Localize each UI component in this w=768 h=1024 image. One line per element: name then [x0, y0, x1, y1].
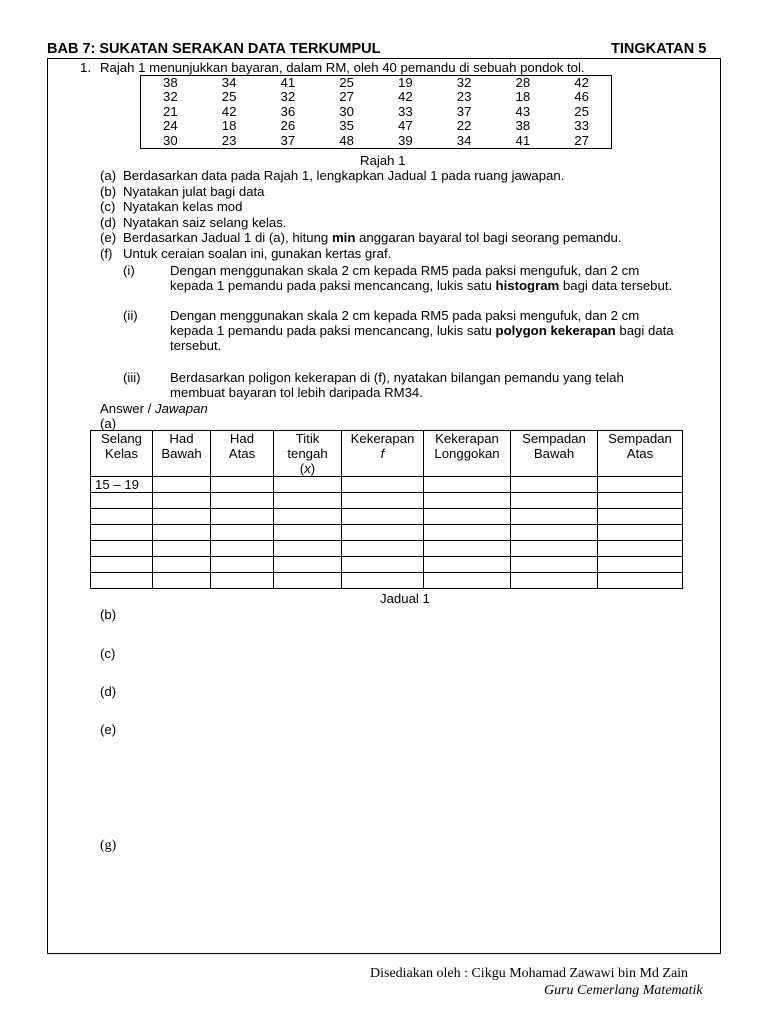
data-cell: 33: [398, 103, 413, 119]
column-header: Titik tengah (x): [274, 431, 342, 477]
question-number: 1.: [80, 60, 91, 75]
answer-label-c: (c): [100, 646, 116, 661]
answer-cell[interactable]: [342, 557, 424, 573]
answer-cell[interactable]: [153, 509, 211, 525]
table-row: [91, 477, 683, 493]
data-cell: 34: [456, 132, 472, 148]
answer-cell[interactable]: [211, 525, 274, 541]
table-row: [91, 493, 683, 509]
data-cell: 33: [574, 118, 589, 134]
data-cell: 47: [398, 118, 413, 134]
answer-cell[interactable]: [511, 525, 598, 541]
data-row: [141, 105, 611, 119]
answer-cell[interactable]: [598, 509, 683, 525]
data-cell: 42: [574, 75, 589, 90]
data-cell: 27: [339, 89, 354, 105]
part-label: (d): [100, 215, 117, 230]
data-cell: 32: [163, 89, 178, 105]
data-cell: 34: [221, 75, 237, 90]
answer-cell[interactable]: [91, 573, 153, 589]
data-row: [141, 134, 611, 148]
subpart-label: (iii): [123, 370, 141, 385]
figure-caption: Rajah 1: [360, 153, 406, 168]
answer-cell[interactable]: [424, 477, 511, 493]
answer-cell[interactable]: [598, 493, 683, 509]
data-row: [141, 76, 611, 90]
table-row: [91, 541, 683, 557]
footer-role: Guru Cemerlang Matematik: [544, 983, 703, 998]
answer-cell[interactable]: [274, 509, 342, 525]
data-cell: 27: [574, 132, 589, 148]
table-row: [91, 509, 683, 525]
answer-cell[interactable]: [211, 557, 274, 573]
column-header: Kekerapan f: [342, 431, 424, 477]
answer-cell[interactable]: [274, 573, 342, 589]
data-cell: 41: [280, 75, 296, 90]
answer-cell[interactable]: [91, 493, 153, 509]
data-cell: 37: [456, 103, 472, 119]
answer-cell[interactable]: [424, 573, 511, 589]
answer-cell[interactable]: [598, 573, 683, 589]
answer-cell[interactable]: [91, 541, 153, 557]
answer-cell[interactable]: [342, 477, 424, 493]
part-label: (b): [100, 184, 117, 199]
answer-cell[interactable]: [211, 573, 274, 589]
answer-cell[interactable]: [598, 541, 683, 557]
footer-author: Disediakan oleh : Cikgu Mohamad Zawawi bin Md Zain: [370, 966, 689, 981]
frequency-table: [90, 430, 683, 589]
data-cell: 46: [574, 89, 589, 105]
subpart-text: membuat bayaran tol lebih daripada RM34.: [170, 385, 423, 400]
answer-cell[interactable]: [153, 493, 211, 509]
data-cell: 26: [280, 118, 296, 134]
part-text: Berdasarkan data pada Rajah 1, lengkapkan Jadual 1 pada ruang jawapan.: [123, 168, 565, 183]
answer-cell[interactable]: [511, 477, 598, 493]
subpart-label: (i): [123, 263, 135, 278]
data-cell: 30: [163, 132, 178, 148]
data-cell: 38: [515, 118, 531, 134]
form-level: TINGKATAN 5: [611, 41, 707, 57]
part-text: Untuk ceraian soalan ini, gunakan kertas graf.: [123, 246, 392, 261]
data-cell: 37: [280, 132, 296, 148]
data-cell: 36: [280, 103, 296, 119]
answer-cell[interactable]: [91, 525, 153, 541]
data-figure: [140, 75, 612, 149]
answer-cell[interactable]: [91, 509, 153, 525]
answer-part-a: (a): [100, 416, 117, 431]
data-cell: 30: [339, 103, 354, 119]
answer-cell[interactable]: [211, 509, 274, 525]
column-header: Sempadan Atas: [598, 431, 683, 477]
data-cell: 35: [339, 118, 354, 134]
data-cell: 39: [398, 132, 413, 148]
answer-cell[interactable]: [598, 477, 683, 493]
answer-cell[interactable]: [211, 493, 274, 509]
answer-cell[interactable]: [424, 541, 511, 557]
answer-cell[interactable]: [511, 509, 598, 525]
answer-cell[interactable]: [153, 541, 211, 557]
answer-label-e: (e): [100, 722, 117, 737]
data-cell: 23: [221, 132, 237, 148]
answer-cell[interactable]: [153, 557, 211, 573]
answer-cell[interactable]: [598, 557, 683, 573]
answer-cell[interactable]: [511, 557, 598, 573]
answer-cell[interactable]: [211, 477, 274, 493]
data-cell: 38: [163, 75, 178, 90]
data-cell: 22: [456, 118, 472, 134]
column-header: Had Bawah: [153, 431, 211, 477]
answer-cell[interactable]: 15 – 19: [91, 477, 153, 493]
answer-label-d: (d): [100, 684, 117, 699]
data-row: [141, 119, 611, 133]
answer-cell[interactable]: [274, 557, 342, 573]
data-cell: 42: [398, 89, 413, 105]
data-cell: 43: [515, 103, 531, 119]
part-text: Nyatakan saiz selang kelas.: [123, 215, 287, 230]
answer-cell[interactable]: [91, 557, 153, 573]
data-cell: 24: [163, 118, 178, 134]
question-intro: Rajah 1 menunjukkan bayaran, dalam RM, oleh 40 pemandu di sebuah pondok tol.: [100, 60, 585, 75]
answer-cell[interactable]: [511, 573, 598, 589]
data-cell: 25: [221, 89, 237, 105]
answer-cell[interactable]: [342, 541, 424, 557]
answer-cell[interactable]: [342, 493, 424, 509]
data-cell: 18: [515, 89, 531, 105]
table-row: [91, 525, 683, 541]
subpart-text: Dengan menggunakan skala 2 cm kepada RM5 pada paksi mengufuk, dan 2 cm: [170, 308, 640, 323]
data-cell: 19: [398, 75, 413, 90]
subpart-text: tersebut.: [170, 338, 222, 353]
answer-cell[interactable]: [153, 477, 211, 493]
data-cell: 21: [163, 103, 178, 119]
answer-cell[interactable]: [274, 477, 342, 493]
column-header: Kekerapan Longgokan: [424, 431, 511, 477]
answer-cell[interactable]: [424, 509, 511, 525]
answer-cell[interactable]: [424, 493, 511, 509]
data-cell: 25: [574, 103, 589, 119]
answer-cell[interactable]: [274, 541, 342, 557]
table-caption: Jadual 1: [380, 591, 430, 606]
answer-cell[interactable]: [342, 509, 424, 525]
table-row: [91, 573, 683, 589]
part-label: (c): [100, 199, 116, 214]
answer-cell[interactable]: [153, 525, 211, 541]
column-header: Had Atas: [211, 431, 274, 477]
answer-cell[interactable]: [274, 525, 342, 541]
part-text: Nyatakan kelas mod: [123, 199, 243, 214]
column-header: Sempadan Bawah: [511, 431, 598, 477]
data-cell: 32: [280, 89, 296, 105]
data-row: [141, 90, 611, 104]
part-text: Berdasarkan Jadual 1 di (a), hitung min anggaran bayaral tol bagi seorang pemandu.: [123, 230, 622, 245]
answer-cell[interactable]: [598, 525, 683, 541]
part-label: (e): [100, 230, 117, 245]
data-cell: 32: [456, 75, 472, 90]
data-cell: 42: [221, 103, 237, 119]
subpart-text: Dengan menggunakan skala 2 cm kepada RM5 pada paksi mengufuk, dan 2 cm: [170, 263, 640, 278]
data-cell: 18: [221, 118, 237, 134]
table-row: [91, 557, 683, 573]
part-text: Nyatakan julat bagi data: [123, 184, 265, 199]
answer-cell[interactable]: [274, 493, 342, 509]
answer-cell[interactable]: [342, 573, 424, 589]
subpart-text: Berdasarkan poligon kekerapan di (f), nyatakan bilangan pemandu yang telah: [170, 370, 624, 385]
answer-cell[interactable]: [424, 525, 511, 541]
answer-label-g: (g): [100, 838, 117, 853]
data-grid: [141, 76, 611, 148]
data-cell: 41: [515, 132, 531, 148]
subpart-text: kepada 1 pemandu pada paksi mencancang, lukis satu polygon kekerapan bagi data: [170, 323, 674, 338]
answer-cell[interactable]: [211, 541, 274, 557]
answer-cell[interactable]: [511, 541, 598, 557]
chapter-title: BAB 7: SUKATAN SERAKAN DATA TERKUMPUL: [47, 41, 381, 57]
subpart-text: kepada 1 pemandu pada paksi mencancang, lukis satu histogram bagi data tersebut.: [170, 278, 673, 293]
answer-cell[interactable]: [424, 557, 511, 573]
answer-heading: Answer / Jawapan: [100, 401, 208, 416]
data-cell: 28: [515, 75, 531, 90]
subpart-label: (ii): [123, 308, 138, 323]
column-header: Selang Kelas: [91, 431, 153, 477]
data-cell: 23: [456, 89, 472, 105]
part-label: (f): [100, 246, 113, 261]
answer-label-b: (b): [100, 607, 117, 622]
data-cell: 48: [339, 132, 354, 148]
answer-cell[interactable]: [511, 493, 598, 509]
part-label: (a): [100, 168, 117, 183]
answer-cell[interactable]: [342, 525, 424, 541]
data-cell: 25: [339, 75, 354, 90]
answer-cell[interactable]: [153, 573, 211, 589]
